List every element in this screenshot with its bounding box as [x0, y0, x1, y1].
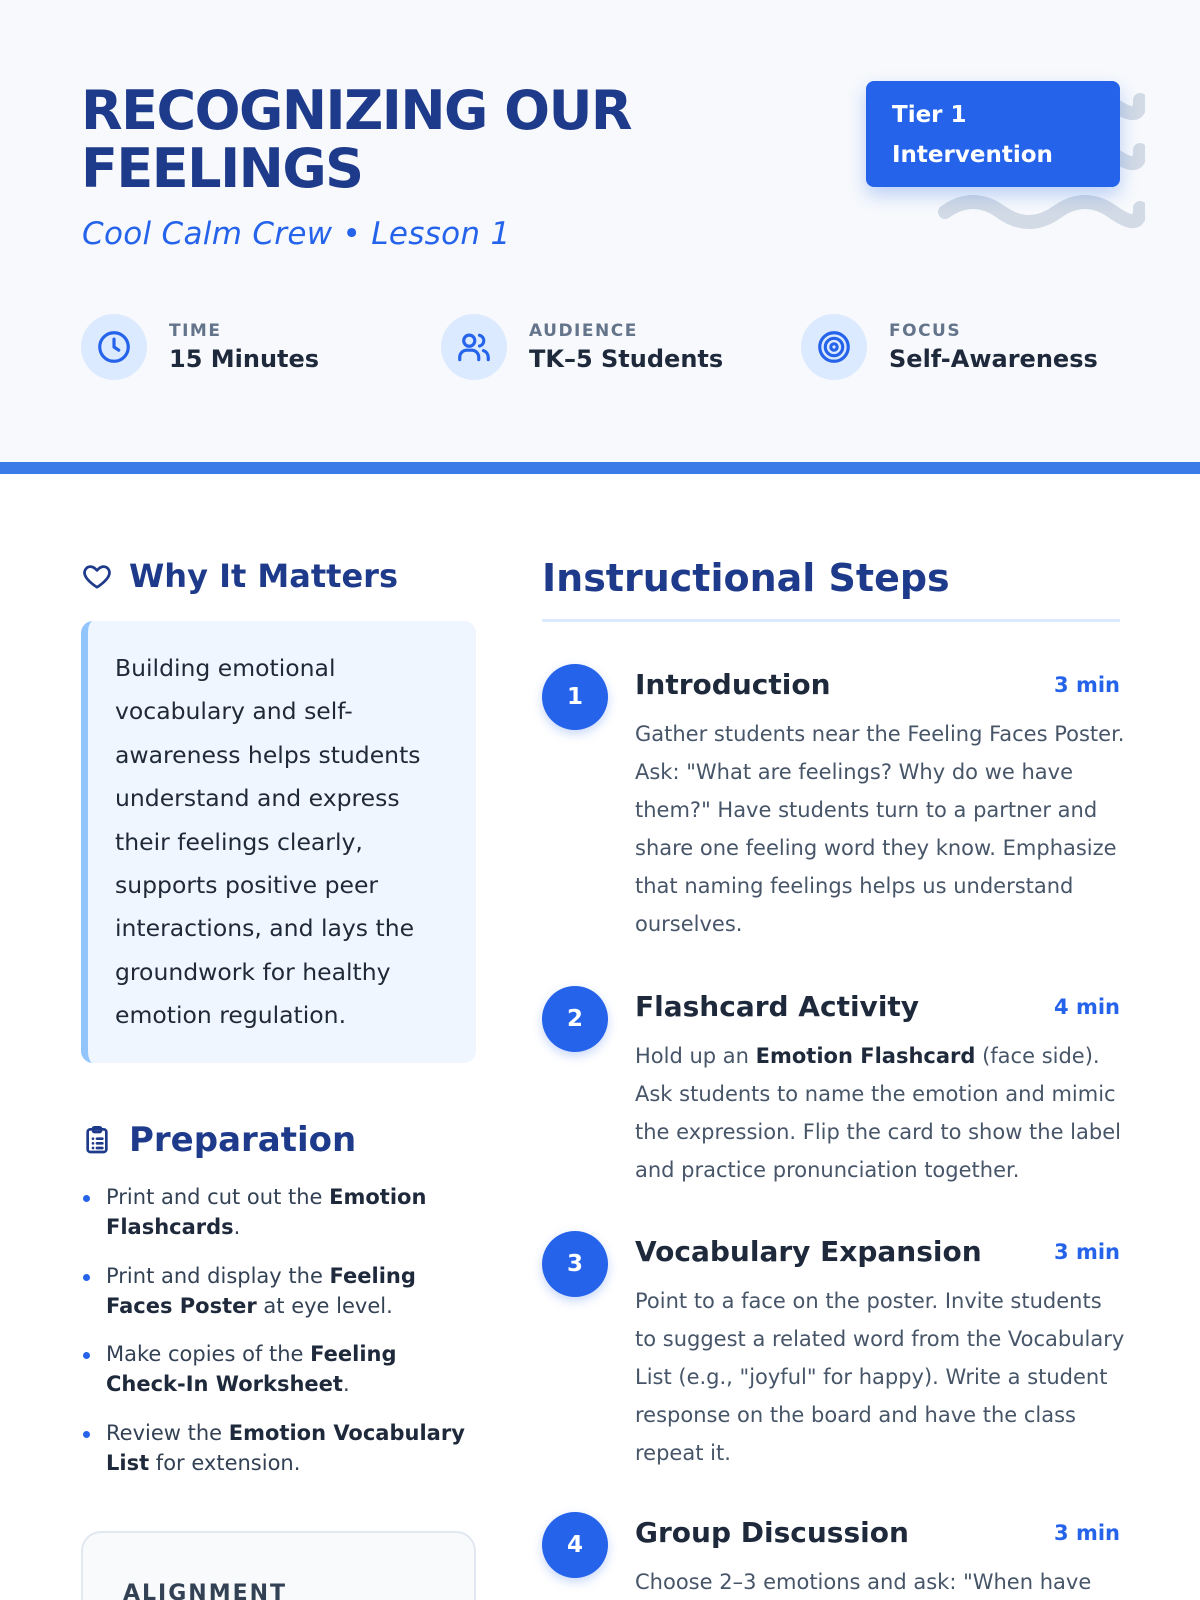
- prep-list: [81, 1182, 481, 1496]
- clock-icon: [81, 314, 147, 380]
- step-description: Gather students near the Feeling Faces Poster. Ask: "What are feelings? Why do we have them?" Have students turn to a partner and share one feeling word they know. Emphasize that naming feelings helps us understand ourselves.: [635, 722, 1125, 936]
- heart-icon: [81, 561, 113, 591]
- why-card: [81, 621, 476, 1063]
- step-number-badge: 3: [542, 1231, 608, 1297]
- step-title: Introduction: [635, 668, 831, 701]
- step-duration: 4 min: [1054, 995, 1120, 1019]
- step-description: Hold up an Emotion Flashcard (face side). Ask students to name the emotion and mimic the expression. Flip the card to show the label and practice pronunciation together.: [635, 1044, 1121, 1182]
- step-duration: 3 min: [1054, 1240, 1120, 1264]
- meta-value-audience: TK–5 Students: [529, 345, 724, 373]
- list-item: Review the Emotion Vocabulary List for extension.: [81, 1418, 481, 1478]
- meta-time: [81, 314, 319, 380]
- step-number-badge: 4: [542, 1512, 608, 1578]
- meta-label-audience: AUDIENCE: [529, 321, 638, 341]
- step-duration: 3 min: [1054, 1521, 1120, 1545]
- step-description: Choose 2–3 emotions and ask: "When have: [635, 1570, 1092, 1594]
- users-icon: [441, 314, 507, 380]
- target-icon: [801, 314, 867, 380]
- meta-value-focus: Self-Awareness: [889, 345, 1098, 373]
- meta-label-focus: FOCUS: [889, 321, 962, 341]
- meta-audience: [441, 314, 723, 380]
- tier-badge: [866, 81, 1120, 187]
- step-title: Vocabulary Expansion: [635, 1235, 982, 1268]
- step-title: Flashcard Activity: [635, 990, 920, 1023]
- list-item: Print and display the Feeling Faces Poster at eye level.: [81, 1261, 481, 1321]
- why-heading: [81, 557, 398, 595]
- why-body: Building emotional vocabulary and self-awareness helps students understand and express their feelings clearly, supports positive peer interactions, and lays the groundwork for healthy emotion regulation.: [115, 654, 421, 1030]
- why-heading-text: Why It Matters: [129, 557, 398, 595]
- tier-badge-line2: Intervention: [892, 142, 1053, 168]
- step-description: Point to a face on the poster. Invite students to suggest a related word from the Vocabulary List (e.g., "joyful" for happy). Write a student response on the board and have the class repeat it.: [635, 1289, 1125, 1465]
- meta-focus: [801, 314, 1098, 380]
- header-divider: [0, 462, 1200, 474]
- tier-badge-line1: Tier 1: [892, 102, 967, 128]
- step-number-badge: 2: [542, 986, 608, 1052]
- step-number-badge: 1: [542, 664, 608, 730]
- meta-value-time: 15 Minutes: [169, 345, 320, 373]
- clipboard-icon: [81, 1123, 113, 1157]
- prep-heading-text: Preparation: [129, 1120, 357, 1160]
- list-item: Make copies of the Feeling Check-In Worksheet.: [81, 1339, 481, 1399]
- prep-heading: [81, 1120, 356, 1160]
- alignment-card: [81, 1531, 476, 1600]
- step-title: Group Discussion: [635, 1516, 909, 1549]
- lesson-header: [0, 0, 1200, 462]
- steps-heading: Instructional Steps: [542, 556, 950, 600]
- step-duration: 3 min: [1054, 673, 1120, 697]
- list-item: Print and cut out the Emotion Flashcards.: [81, 1182, 481, 1242]
- lesson-subtitle: Cool Calm Crew • Lesson 1: [82, 216, 511, 252]
- alignment-heading: ALIGNMENT: [123, 1581, 288, 1600]
- page-title: RECOGNIZING OUR FEELINGS: [81, 79, 632, 200]
- steps-divider: [542, 619, 1120, 622]
- meta-label-time: TIME: [169, 321, 222, 341]
